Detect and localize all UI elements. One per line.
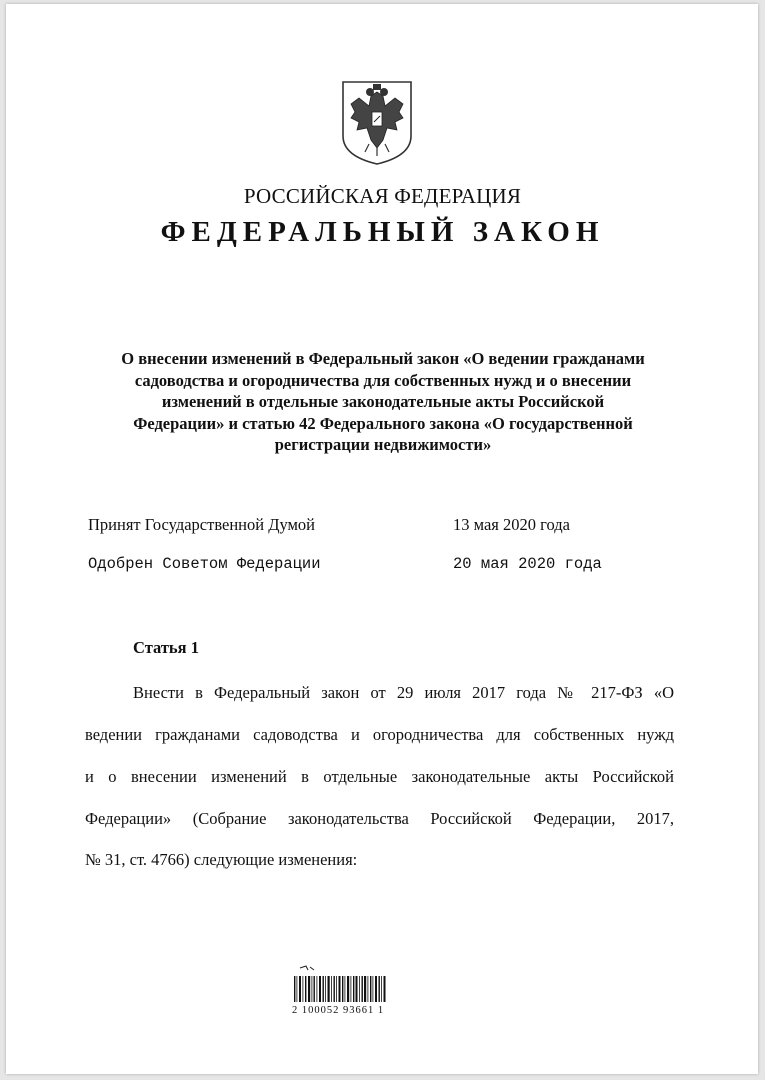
- duma-adopted-date: 13 мая 2020 года: [453, 515, 570, 534]
- document-type: ФЕДЕРАЛЬНЫЙ ЗАКОН: [160, 216, 605, 248]
- law-title-line: садоводства и огородничества для собственных нужд и о внесении: [134, 370, 632, 390]
- coat-of-arms-icon: [339, 78, 415, 166]
- country-name: РОССИЙСКАЯ ФЕДЕРАЦИЯ: [243, 184, 522, 208]
- duma-adopted-label: Принят Государственной Думой: [88, 515, 316, 534]
- article-text-line: № 31, ст. 4766) следующие изменения:: [85, 850, 358, 869]
- law-title-line: О внесении изменений в Федеральный закон «О ведении гражданами: [121, 349, 645, 368]
- article-text-line: Федерации» (Собрание законодательства Российской Федерации, 2017,: [85, 809, 674, 828]
- law-title-line: изменений в отдельные законодательные акты Российской: [161, 392, 605, 411]
- article-text-line: Внести в Федеральный закон от 29 июля 2017 года № 217-ФЗ «О: [133, 683, 674, 702]
- council-approved-label: Одобрен Советом Федерации: [88, 555, 321, 573]
- article-text-line: и о внесении изменений в отдельные законодательные акты Российской: [85, 767, 674, 786]
- law-title-line: регистрации недвижимости»: [274, 435, 492, 454]
- barcode-number: 2 100052 93661 1: [292, 1005, 385, 1016]
- law-title-line: Федерации» и статью 42 Федерального закона «О государственной: [133, 413, 633, 433]
- council-approved-date: 20 мая 2020 года: [453, 555, 602, 573]
- law-title: [80, 348, 686, 456]
- article-heading: Статья 1: [133, 638, 199, 657]
- article-text-line: ведении гражданами садоводства и огородничества для собственных нужд: [85, 725, 674, 744]
